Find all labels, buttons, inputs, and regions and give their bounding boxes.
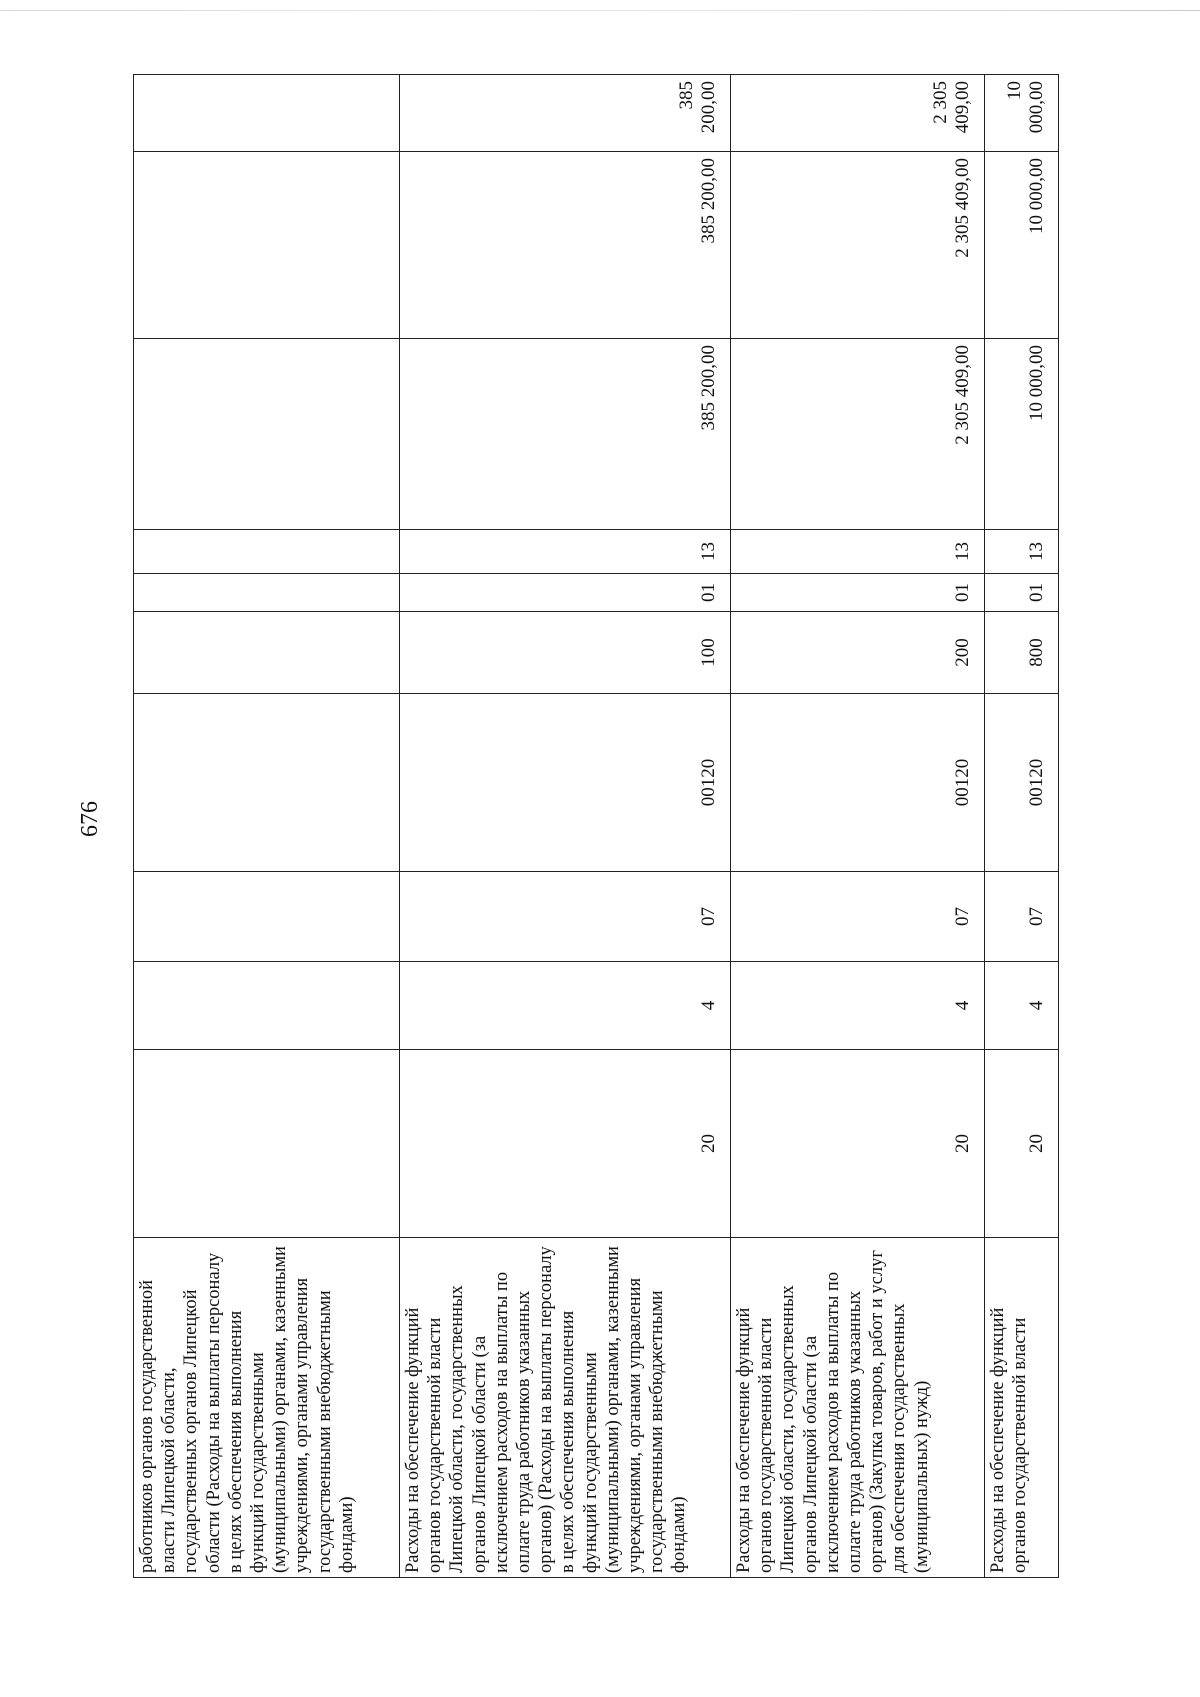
cell-code-7: 13	[985, 530, 1059, 574]
cell-amount-3: 2 305 409,00	[731, 75, 985, 152]
cell-code-6	[134, 574, 400, 612]
cell-code-4	[134, 694, 400, 872]
cell-code-2	[134, 962, 400, 1050]
row-description: Расходы на обеспечение функций органов государственной власти Липецкой области, государственных органов Липецкой области (за исключением расходов на выплаты по оплате труда работников указанных органов) (Закупка товаров, работ и услуг для обеспечения государственных (муниципальных) нужд)	[731, 1238, 985, 1578]
cell-code-3: 07	[731, 872, 985, 962]
table-row	[400, 75, 731, 1578]
cell-code-4: 00120	[400, 694, 731, 872]
cell-amount-1: 385 200,00	[400, 339, 731, 530]
cell-amount-2: 385 200,00	[400, 152, 731, 339]
table-row	[134, 75, 400, 1578]
cell-code-6: 01	[985, 574, 1059, 612]
row-description: работников органов государственной власти Липецкой области, государственных органов Липецкой области (Расходы на выплаты персоналу в целях обеспечения выполнения функций государственными (муниципальными) органами, казенными учреждениями, органами управления государственными внебюджетными фондами)	[134, 1238, 400, 1578]
cell-code-5: 800	[985, 612, 1059, 694]
scan-edge-line	[0, 10, 1200, 11]
cell-amount-1: 2 305 409,00	[731, 339, 985, 530]
cell-code-7: 13	[400, 530, 731, 574]
cell-code-1: 20	[731, 1050, 985, 1238]
cell-code-4: 00120	[985, 694, 1059, 872]
cell-amount-3	[134, 75, 400, 152]
cell-code-5: 200	[731, 612, 985, 694]
cell-code-5: 100	[400, 612, 731, 694]
cell-amount-2: 2 305 409,00	[731, 152, 985, 339]
table-row	[731, 75, 985, 1578]
budget-table	[133, 74, 1059, 1578]
cell-code-6: 01	[731, 574, 985, 612]
cell-amount-3: 10 000,00	[985, 75, 1059, 152]
cell-code-1	[134, 1050, 400, 1238]
cell-code-1: 20	[985, 1050, 1059, 1238]
row-description: Расходы на обеспечение функций органов государственной власти	[985, 1238, 1059, 1578]
row-description: Расходы на обеспечение функций органов государственной власти Липецкой области, государственных органов Липецкой области (за исключением расходов на выплаты по оплате труда работников указанных органов) (Расходы на выплаты персоналу в целях обеспечения выполнения функций государственными (муниципальными) органами, казенными учреждениями, органами управления государственными внебюджетными фондами)	[400, 1238, 731, 1578]
table-row	[985, 75, 1059, 1578]
cell-code-3: 07	[985, 872, 1059, 962]
cell-amount-1	[134, 339, 400, 530]
cell-code-3	[134, 872, 400, 962]
cell-code-5	[134, 612, 400, 694]
cell-amount-1: 10 000,00	[985, 339, 1059, 530]
cell-amount-3: 385 200,00	[400, 75, 731, 152]
cell-code-1: 20	[400, 1050, 731, 1238]
cell-code-7: 13	[731, 530, 985, 574]
cell-code-2: 4	[400, 962, 731, 1050]
budget-table-rotated	[133, 75, 1058, 1578]
cell-code-6: 01	[400, 574, 731, 612]
page-number: 676	[77, 801, 103, 837]
cell-code-2: 4	[731, 962, 985, 1050]
cell-amount-2: 10 000,00	[985, 152, 1059, 339]
cell-amount-2	[134, 152, 400, 339]
cell-code-4: 00120	[731, 694, 985, 872]
cell-code-2: 4	[985, 962, 1059, 1050]
cell-code-3: 07	[400, 872, 731, 962]
cell-code-7	[134, 530, 400, 574]
